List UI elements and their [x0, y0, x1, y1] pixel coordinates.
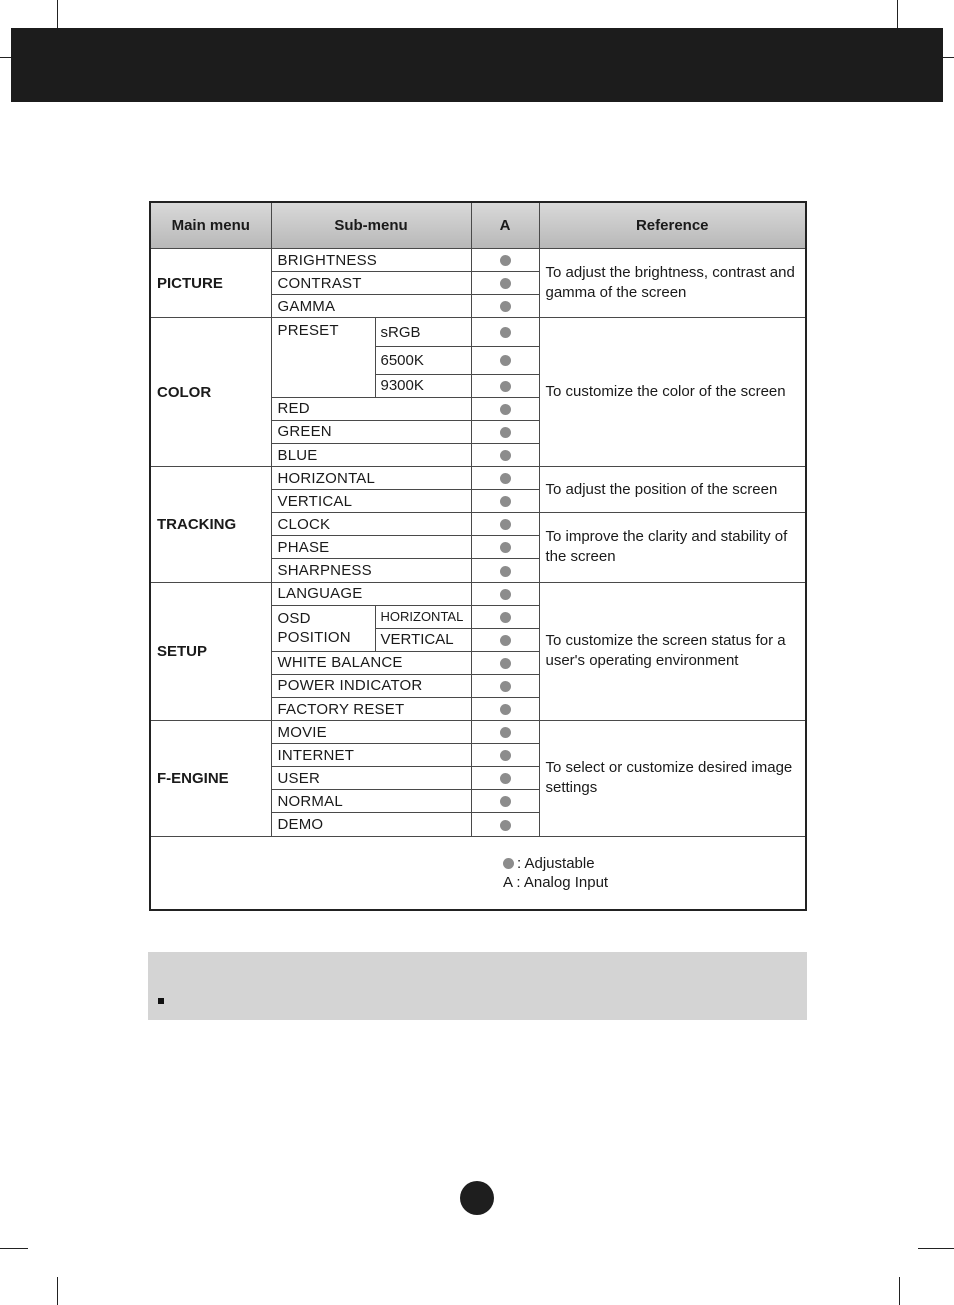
- header-reference: Reference: [539, 202, 806, 249]
- adjustable-cell: [471, 767, 539, 790]
- filled-circle-icon: [500, 589, 511, 600]
- submenu-power-indicator: POWER INDICATOR: [271, 674, 471, 697]
- submenu-gamma: GAMMA: [271, 295, 471, 318]
- crop-mark: [0, 57, 11, 58]
- legend-cell: [150, 836, 806, 910]
- filled-circle-icon: [500, 681, 511, 692]
- filled-circle-icon: [500, 301, 511, 312]
- adjustable-cell: [471, 513, 539, 536]
- adjustable-cell: [471, 628, 539, 651]
- filled-circle-icon: [500, 278, 511, 289]
- adjustable-cell: [471, 249, 539, 272]
- crop-mark: [899, 1277, 900, 1305]
- filled-circle-icon: [500, 658, 511, 669]
- submenu-language: LANGUAGE: [271, 582, 471, 605]
- crop-mark: [57, 0, 58, 28]
- submenu-srgb: sRGB: [375, 318, 471, 346]
- submenu-preset: PRESET: [271, 318, 375, 397]
- submenu-horizontal: HORIZONTAL: [271, 467, 471, 490]
- filled-circle-icon: [500, 773, 511, 784]
- submenu-osd-vertical: VERTICAL: [375, 628, 471, 651]
- reference-color: To customize the color of the screen: [539, 318, 806, 467]
- adjustable-cell: [471, 374, 539, 397]
- adjustable-cell: [471, 582, 539, 605]
- reference-tracking-position: To adjust the position of the screen: [539, 467, 806, 513]
- header-sub-menu: Sub-menu: [271, 202, 471, 249]
- submenu-osd-position: [271, 605, 375, 651]
- submenu-demo: DEMO: [271, 813, 471, 836]
- filled-circle-icon: [500, 704, 511, 715]
- crop-mark: [918, 1248, 954, 1249]
- position-label: POSITION: [277, 629, 351, 647]
- filled-circle-icon: [500, 612, 511, 623]
- submenu-blue: BLUE: [271, 443, 471, 466]
- submenu-factory-reset: FACTORY RESET: [271, 698, 471, 721]
- main-menu-setup: SETUP: [150, 582, 271, 721]
- filled-circle-icon: [500, 473, 511, 484]
- note-box: [148, 952, 807, 1020]
- filled-circle-icon: [500, 496, 511, 507]
- adjustable-cell: [471, 698, 539, 721]
- submenu-green: GREEN: [271, 420, 471, 443]
- adjustable-cell: [471, 721, 539, 744]
- adjustable-cell: [471, 651, 539, 674]
- reference-picture: To adjust the brightness, contrast and gamma of the screen: [539, 249, 806, 318]
- reference-setup: To customize the screen status for a user's operating environment: [539, 582, 806, 721]
- filled-circle-icon: [500, 750, 511, 761]
- submenu-9300k: 9300K: [375, 374, 471, 397]
- page-number-badge: [460, 1181, 494, 1215]
- filled-circle-icon: [500, 355, 511, 366]
- header-analog: A: [471, 202, 539, 249]
- main-menu-picture: PICTURE: [150, 249, 271, 318]
- legend-adjustable: [503, 854, 805, 873]
- submenu-clock: CLOCK: [271, 513, 471, 536]
- filled-circle-icon: [500, 566, 511, 577]
- submenu-internet: INTERNET: [271, 744, 471, 767]
- adjustable-cell: [471, 674, 539, 697]
- submenu-user: USER: [271, 767, 471, 790]
- adjustable-cell: [471, 272, 539, 295]
- filled-circle-icon: [500, 542, 511, 553]
- filled-circle-icon: [500, 327, 511, 338]
- legend-adjustable-text: : Adjustable: [517, 854, 595, 872]
- legend: [503, 854, 805, 892]
- osd-menu-table: [149, 201, 807, 911]
- crop-mark: [897, 0, 898, 28]
- header-main-menu: Main menu: [150, 202, 271, 249]
- adjustable-cell: [471, 420, 539, 443]
- filled-circle-icon: [500, 519, 511, 530]
- crop-mark: [57, 1277, 58, 1305]
- filled-circle-icon: [503, 858, 514, 869]
- filled-circle-icon: [500, 450, 511, 461]
- adjustable-cell: [471, 443, 539, 466]
- adjustable-cell: [471, 318, 539, 346]
- submenu-normal: NORMAL: [271, 790, 471, 813]
- filled-circle-icon: [500, 404, 511, 415]
- crop-mark: [0, 1248, 28, 1249]
- adjustable-cell: [471, 790, 539, 813]
- filled-circle-icon: [500, 255, 511, 266]
- filled-circle-icon: [500, 727, 511, 738]
- submenu-red: RED: [271, 397, 471, 420]
- main-menu-f-engine: F-ENGINE: [150, 721, 271, 836]
- submenu-movie: MOVIE: [271, 721, 471, 744]
- submenu-osd-horizontal: HORIZONTAL: [375, 605, 471, 628]
- legend-analog-input: A : Analog Input: [503, 873, 609, 891]
- adjustable-cell: [471, 397, 539, 420]
- submenu-contrast: CONTRAST: [271, 272, 471, 295]
- adjustable-cell: [471, 490, 539, 513]
- adjustable-cell: [471, 346, 539, 374]
- adjustable-cell: [471, 605, 539, 628]
- submenu-brightness: BRIGHTNESS: [271, 249, 471, 272]
- adjustable-cell: [471, 467, 539, 490]
- square-bullet-icon: [158, 998, 164, 1004]
- adjustable-cell: [471, 744, 539, 767]
- submenu-phase: PHASE: [271, 536, 471, 559]
- osd-label: OSD: [277, 610, 311, 628]
- adjustable-cell: [471, 813, 539, 836]
- filled-circle-icon: [500, 427, 511, 438]
- submenu-white-balance: WHITE BALANCE: [271, 651, 471, 674]
- reference-f-engine: To select or customize desired image settings: [539, 721, 806, 836]
- adjustable-cell: [471, 559, 539, 582]
- filled-circle-icon: [500, 796, 511, 807]
- header-bar: [11, 28, 943, 102]
- reference-tracking-clarity: To improve the clarity and stability of the screen: [539, 513, 806, 582]
- submenu-sharpness: SHARPNESS: [271, 559, 471, 582]
- crop-mark: [943, 57, 954, 58]
- filled-circle-icon: [500, 635, 511, 646]
- filled-circle-icon: [500, 820, 511, 831]
- filled-circle-icon: [500, 381, 511, 392]
- adjustable-cell: [471, 536, 539, 559]
- submenu-vertical: VERTICAL: [271, 490, 471, 513]
- adjustable-cell: [471, 295, 539, 318]
- main-menu-color: COLOR: [150, 318, 271, 467]
- submenu-6500k: 6500K: [375, 346, 471, 374]
- main-menu-tracking: TRACKING: [150, 467, 271, 582]
